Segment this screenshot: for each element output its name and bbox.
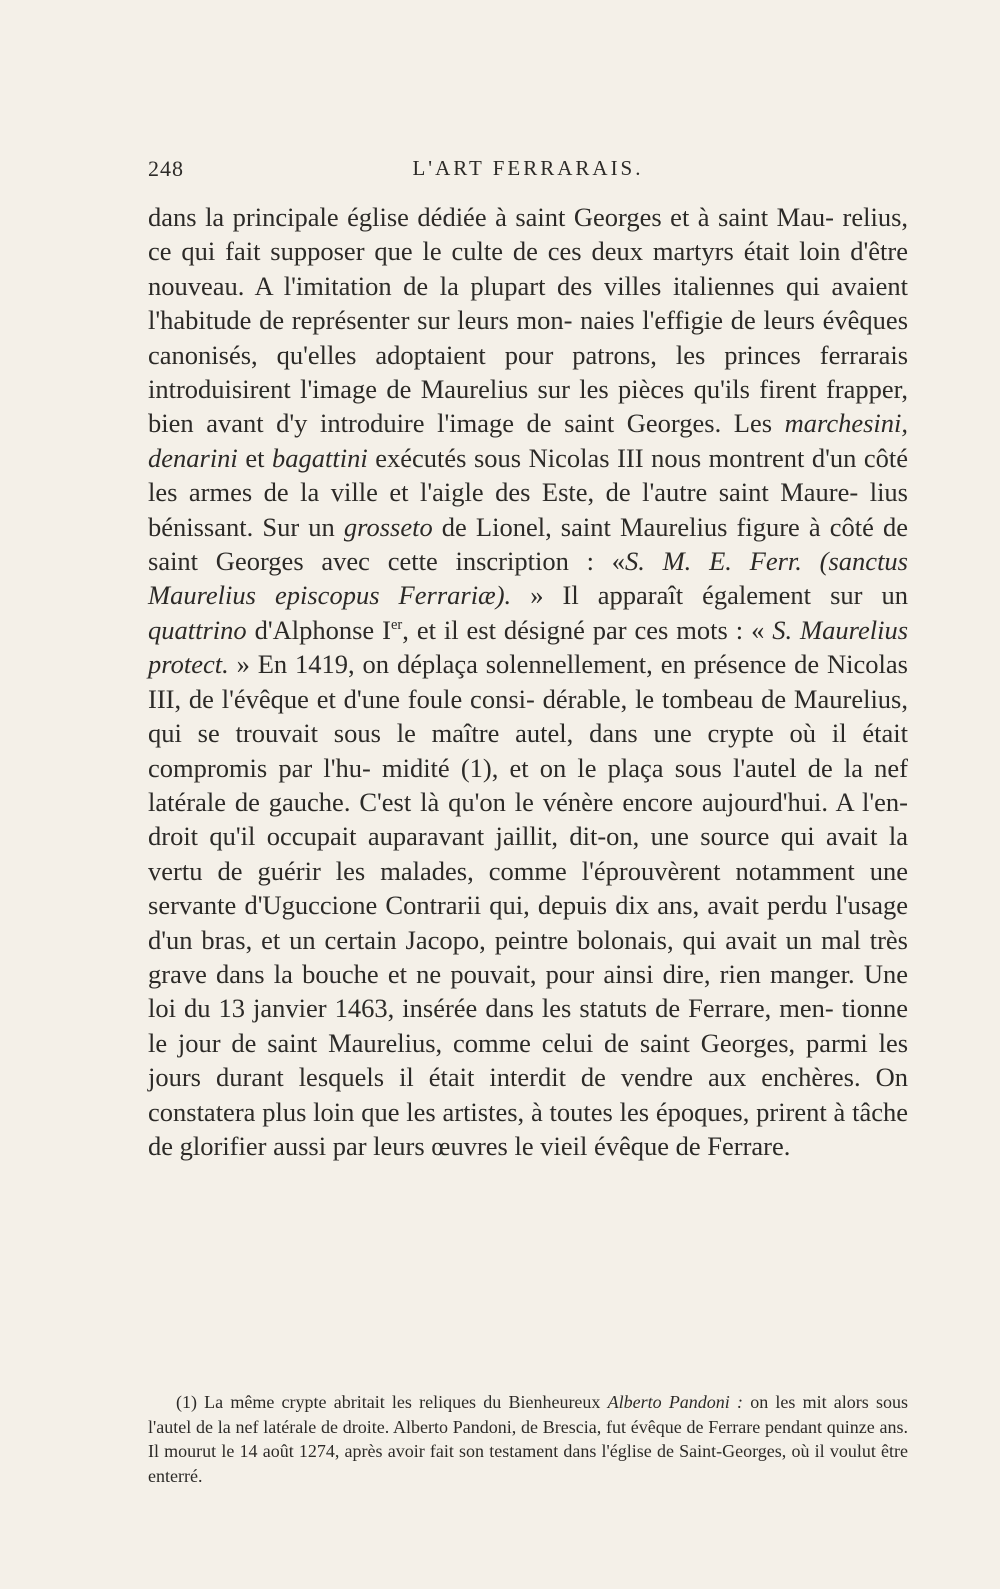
text-line: dans la principale église dédiée à saint Georges et à saint Mau- — [148, 202, 835, 232]
paragraph — [148, 200, 908, 1163]
running-head — [148, 156, 908, 190]
text-line: et ne pouvait, pour ainsi dire, rien manger. Une loi du — [148, 958, 908, 1024]
footnote-italic-name: Alberto Pandoni : — [607, 1392, 744, 1412]
text-line: gauche. C'est là qu'on le vénère encore aujourd'hui. A l'en- — [268, 786, 909, 817]
italic-inscription: S. Maurelius protect. — [148, 614, 909, 680]
text-line: droit qu'il occupait auparavant jaillit, dit-on, une source qui — [148, 821, 815, 852]
text-line: relius, ce qui fait supposer que le culte de ces deux martyrs — [148, 202, 909, 267]
footnote — [148, 1390, 908, 1488]
text-line: italiennes qui avaient l'habitude de représenter sur leurs mon- — [148, 270, 908, 336]
text-line: en présence de Nicolas III, de l'évêque et d'une foule consi- — [148, 649, 908, 714]
text-line: naies l'effigie de leurs évêques canonisés, qu'elles adoptaient — [148, 305, 909, 370]
text-line: les armes de la ville et l'aigle des Este, de l'autre saint Maure- — [148, 477, 859, 508]
superscript: er — [390, 616, 403, 633]
text-line: sur un — [830, 580, 909, 611]
text-line: midité (1), et on le plaça sous l'autel de la nef latérale de — [148, 752, 908, 817]
text-line: parmi les jours durant lesquels il était interdit de vendre aux — [148, 1027, 909, 1093]
footnote-part: (1) La même crypte abritait les reliques du Bienheureux — [176, 1392, 608, 1412]
text-line: introduire l'image de saint Georges. Les — [320, 408, 785, 439]
text-line: notamment une servante d'Uguccione Contrarii qui, depuis — [148, 855, 908, 921]
footnote-text — [148, 1390, 908, 1488]
italic-inscription: S. M. E. Ferr. — [624, 546, 802, 577]
running-title: L'ART FERRARAIS. — [412, 156, 644, 180]
text-line: dérable, le tombeau de Maurelius, qui se trouvait sous le — [148, 683, 908, 749]
text-line: exécutés sous Nicolas III nous montrent d'un côté — [367, 442, 909, 473]
text-line: » Il apparaît également — [511, 580, 812, 611]
text-line: de Lionel, saint Maurelius figure — [432, 511, 800, 542]
text-line: et — [245, 442, 272, 473]
text-line: était loin d'être nouveau. A l'imitation de la plupart des villes — [148, 236, 909, 301]
text-line: pour patrons, les princes ferrarais introduisirent l'image de — [148, 339, 909, 405]
text-line: d'Alphonse I — [246, 614, 391, 645]
text-line: lius bénissant. Sur un — [148, 477, 908, 542]
italic-term: marchesini, denarini — [148, 408, 909, 473]
text-line: tionne le jour de saint Maurelius, comme celui de saint Georges, — [148, 993, 909, 1058]
main-text — [148, 200, 908, 1163]
page-number: 248 — [148, 156, 184, 181]
text-line: enchères. On constatera plus loin que les artistes, à toutes les — [148, 1062, 908, 1127]
text-line: Maurelius sur les pièces qu'ils firent frapper, bien avant d'y — [148, 374, 909, 439]
text-line: dix ans, avait perdu l'usage d'un bras, et un certain Jacopo, — [148, 890, 909, 955]
text-line: 13 janvier 1463, insérée dans les statuts de Ferrare, men- — [218, 993, 834, 1024]
text-line: » En 1419, on déplaça solennellement, — [228, 649, 653, 680]
text-line: avait la vertu de guérir les malades, comme l'éprouvèrent — [148, 821, 908, 886]
text-line: peintre bolonais, qui avait un mal très grave dans la bouche — [148, 924, 908, 989]
text-line: époques, prirent à tâche de glorifier aussi par leurs œuvres le — [148, 1096, 909, 1161]
italic-term: quattrino — [148, 614, 247, 645]
footnote-part: on les mit alors sous l'autel de la nef latérale de droite. Alberto Pandoni, de Brescia, fut évêque de Ferrare pendant quinze ans. Il mourut le 14 août 1274, après avoir fait son testament dans l'église de Saint-Georges, où il voulut être enterré. — [148, 1392, 909, 1486]
text-line: , et il est désigné par ces mots : — [402, 614, 744, 645]
italic-term: grosseto — [343, 511, 433, 542]
text-line: vieil évêque de Ferrare. — [540, 1130, 791, 1161]
italic-inscription: (sanctus Maurelius episcopus Ferrariæ). — [148, 546, 908, 611]
text-line: « — [751, 614, 773, 645]
text-line: maître autel, dans une crypte où il était compromis par l'hu- — [148, 718, 908, 783]
italic-term: bagattini — [272, 442, 368, 473]
text-line: à côté de saint Georges avec cette inscription : « — [148, 511, 908, 577]
